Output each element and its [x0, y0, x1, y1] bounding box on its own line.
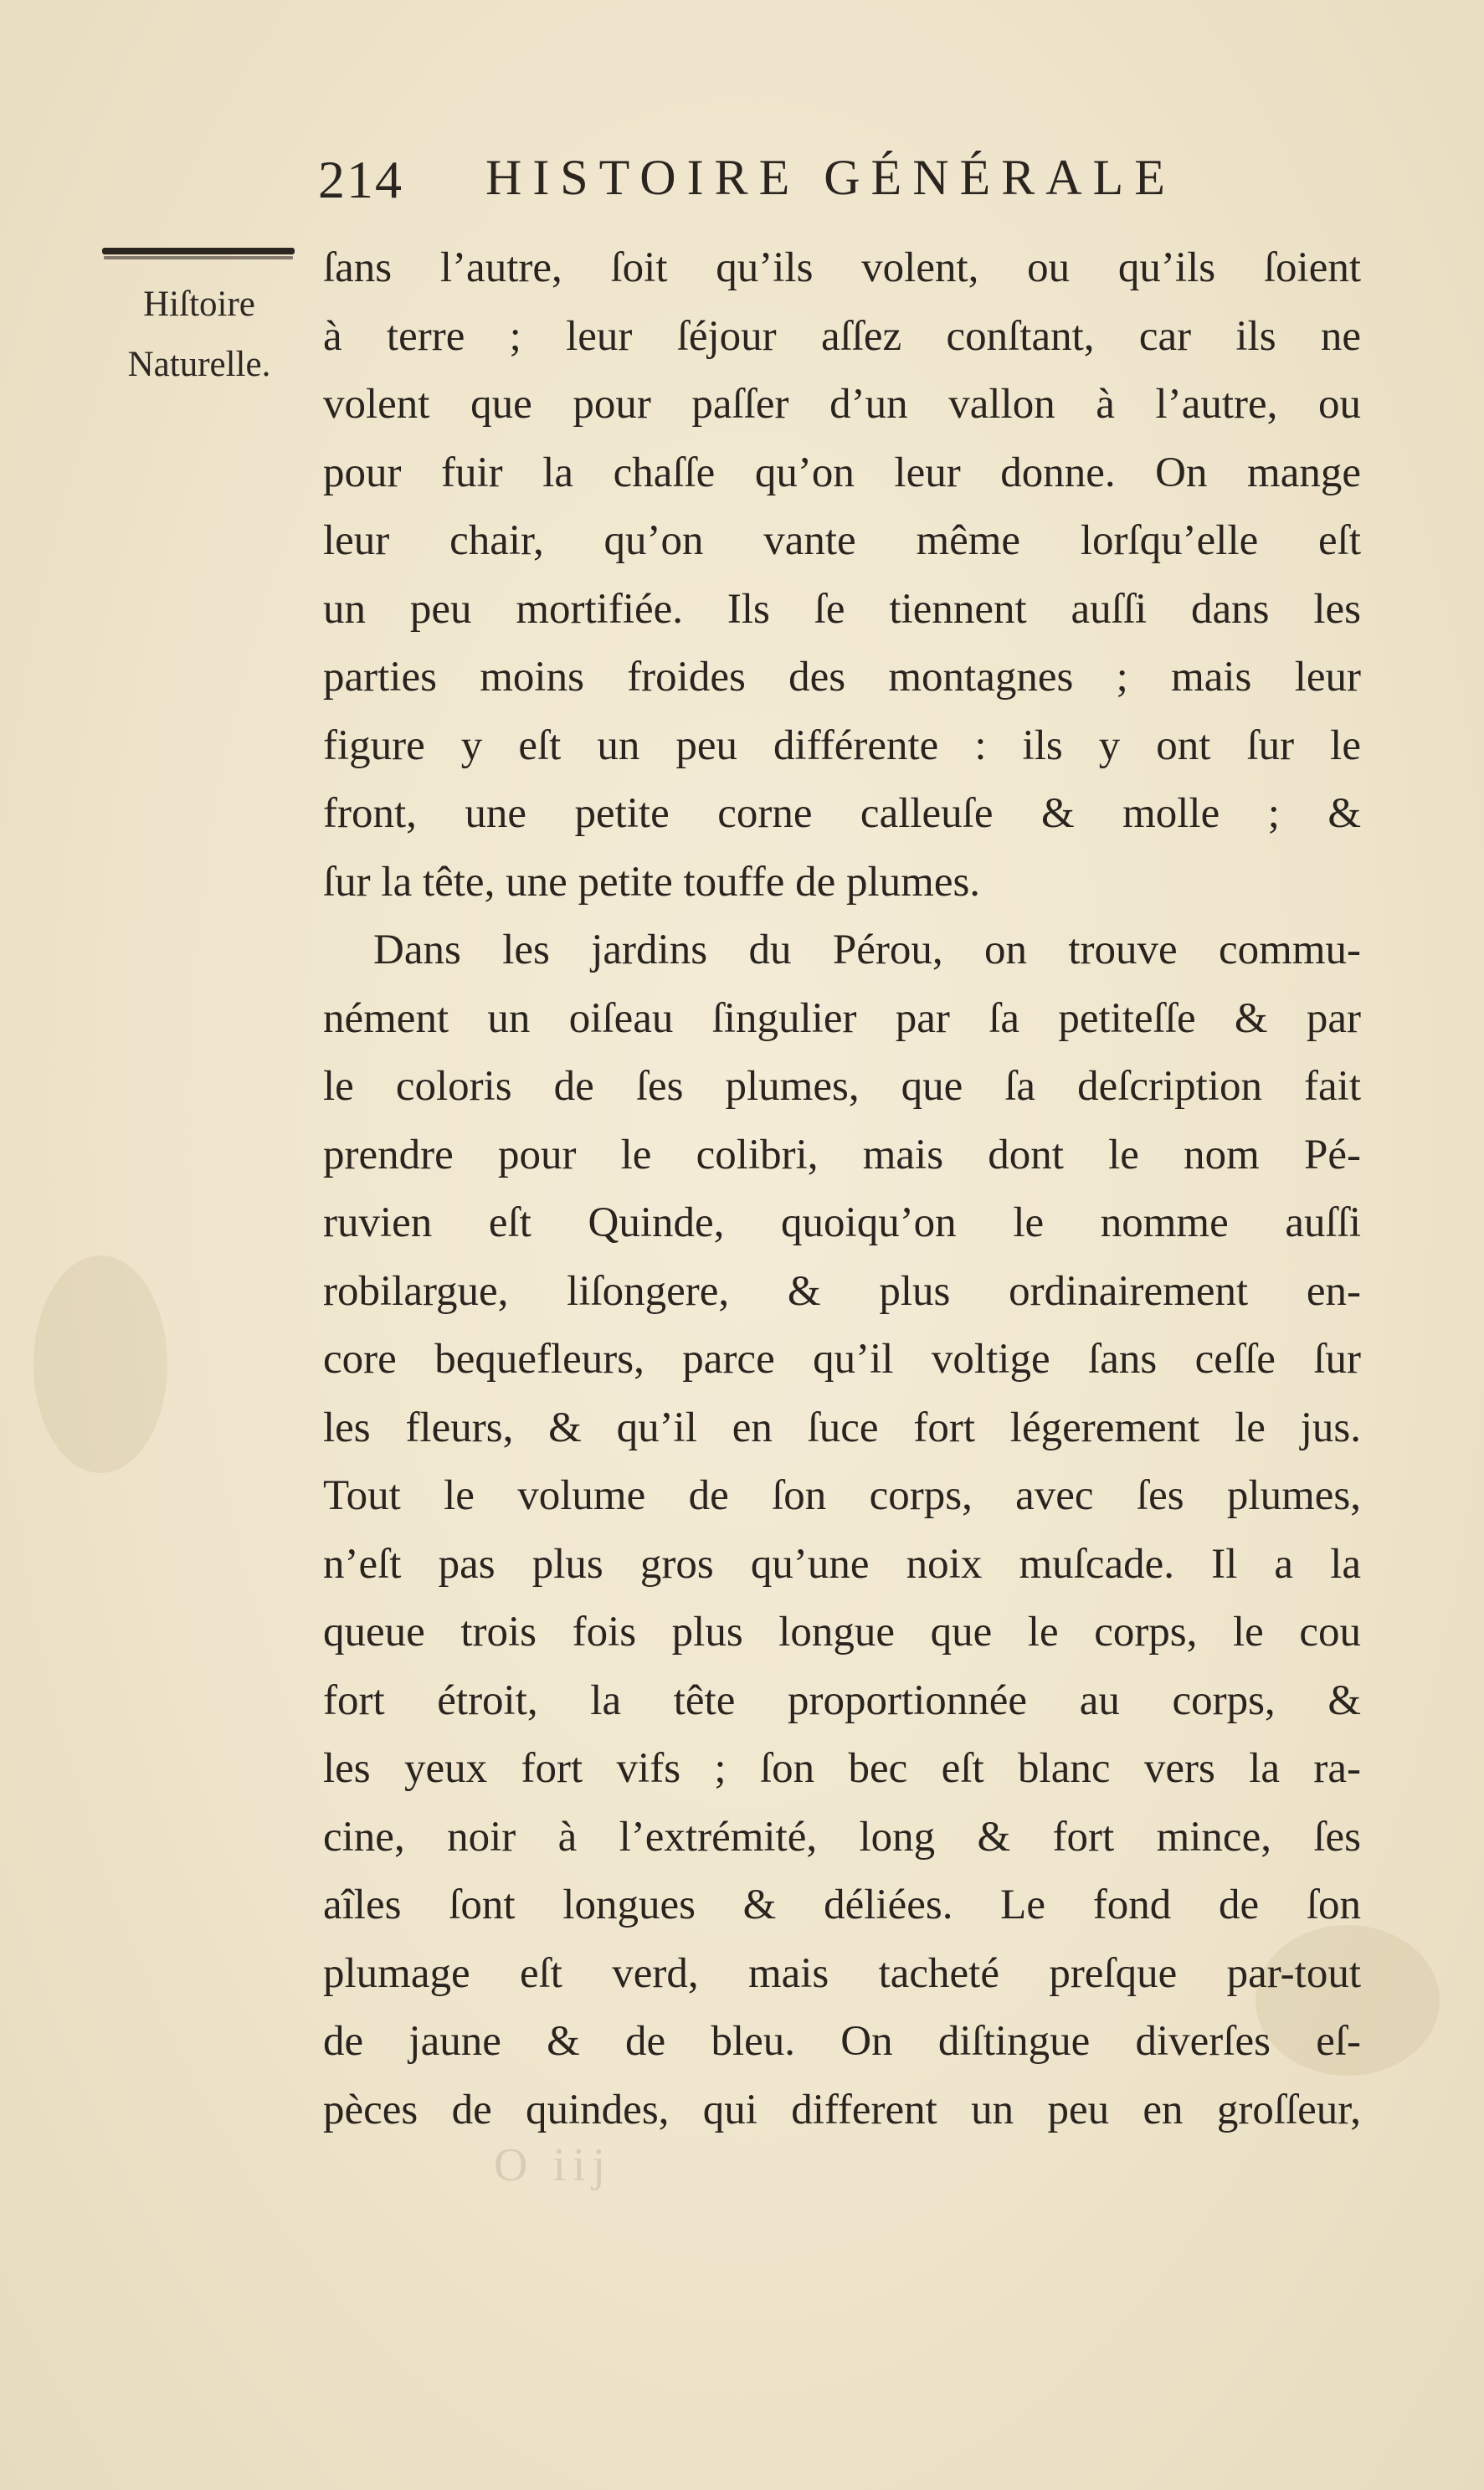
text-line: nément un oiſeau ſingulier par ſa petiteſſe & par: [323, 994, 1361, 1042]
text-line: prendre pour le colibri, mais dont le nom Pé-: [323, 1131, 1361, 1178]
text-line: core bequefleurs, parce qu’il voltige ſans ceſſe ſur: [323, 1336, 1361, 1383]
margin-note-line: Hiſtoire: [143, 285, 255, 324]
text-line: fort étroit, la tête proportionnée au corps, &: [323, 1676, 1361, 1724]
text-line: robilargue, liſongere, & plus ordinairement en-: [323, 1267, 1361, 1315]
page-number: 214: [318, 150, 403, 209]
text-line: les yeux fort vifs ; ſon bec eſt blanc vers la ra-: [323, 1745, 1361, 1792]
body-text: [323, 234, 1361, 2144]
text-line: Tout le volume de ſon corps, avec ſes plumes,: [323, 1472, 1361, 1519]
paper-stain: [33, 1255, 167, 1473]
margin-note-line: Naturelle.: [127, 345, 271, 384]
text-line: ſans l’autre, ſoit qu’ils volent, ou qu’ils ſoient: [323, 244, 1361, 291]
text-line: front, une petite corne calleuſe & molle ; &: [323, 790, 1361, 837]
text-line: ſur la tête, une petite touffe de plumes.: [323, 858, 981, 906]
text-line: volent que pour paſſer d’un vallon à l’autre, ou: [323, 381, 1361, 428]
margin-note: [99, 275, 300, 395]
text-line: un peu mortifiée. Ils ſe tiennent auſſi dans les: [323, 585, 1361, 633]
margin-rule: [102, 248, 295, 254]
text-line: leur chair, qu’on vante même lorſqu’elle eſt: [323, 517, 1361, 564]
text-line: à terre ; leur ſéjour aſſez conſtant, car ils ne: [323, 312, 1361, 360]
running-head: HISTOIRE GÉNÉRALE: [485, 150, 1176, 205]
text-line: n’eſt pas plus gros qu’une noix muſcade. Il a la: [323, 1540, 1361, 1588]
text-line: pour fuir la chaſſe qu’on leur donne. On mange: [323, 449, 1361, 496]
text-line: pèces de quindes, qui different un peu en groſſeur,: [323, 2086, 1361, 2133]
text-line: figure y eſt un peu différente : ils y ont ſur le: [323, 721, 1361, 769]
text-line: cine, noir à l’extrémité, long & fort mince, ſes: [323, 1813, 1361, 1861]
text-line: Dans les jardins du Pérou, on trouve commu-: [373, 927, 1361, 973]
text-line: ruvien eſt Quinde, quoiqu’on le nomme auſſi: [323, 1199, 1361, 1246]
text-line: les fleurs, & qu’il en ſuce fort légerement le jus.: [323, 1404, 1361, 1451]
text-line: parties moins froides des montagnes ; mais leur: [323, 654, 1361, 701]
signature-mark: O iij: [494, 2139, 613, 2191]
text-line: plumage eſt verd, mais tacheté preſque par-tout: [323, 1949, 1361, 1997]
page-header: [318, 149, 1239, 224]
text-line: le coloris de ſes plumes, que ſa deſcription fait: [323, 1063, 1361, 1110]
text-line: aîles ſont longues & déliées. Le fond de ſon: [323, 1882, 1361, 1928]
text-line: queue trois fois plus longue que le corps, le cou: [323, 1609, 1361, 1656]
text-line: de jaune & de bleu. On diſtingue diverſes eſ-: [323, 2018, 1361, 2065]
